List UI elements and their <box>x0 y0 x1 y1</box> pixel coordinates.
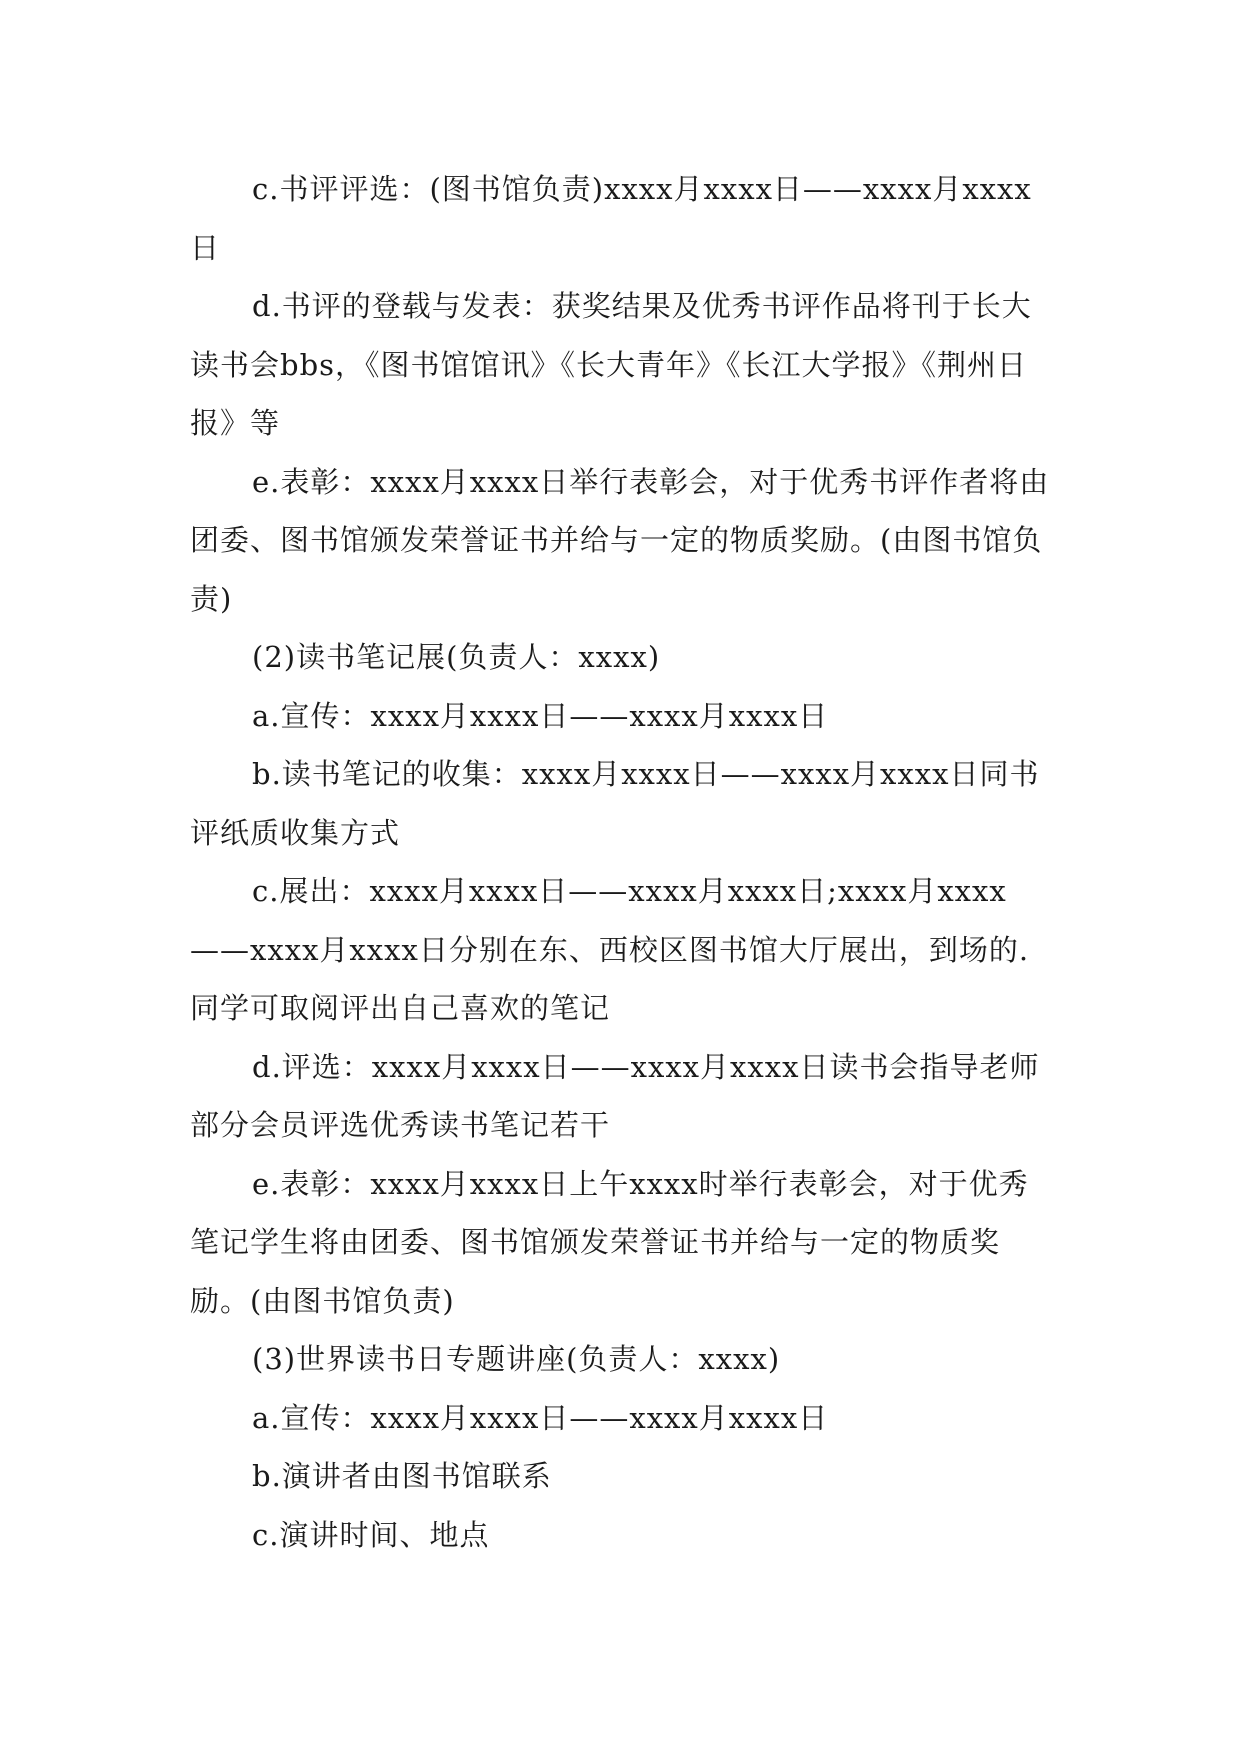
paragraph-lecture-time-place: c.演讲时间、地点 <box>252 1517 490 1552</box>
paragraph-notes-commendation: e.表彰：xxxx月xxxx日上午xxxx时举行表彰会，对于优秀笔记学生将由团委、图书馆颁发荣誉证书并给与一定的物质奖励。(由图书馆负责) <box>190 1166 1029 1318</box>
section-heading-world-book-day-lecture: (3)世界读书日专题讲座(负责人：xxxx) <box>252 1342 781 1376</box>
section-heading-reading-notes-exhibition: (2)读书笔记展(负责人：xxxx) <box>252 640 661 674</box>
paragraph-lecture-speaker: b.演讲者由图书馆联系 <box>252 1459 552 1493</box>
paragraph-book-review-selection: c.书评评选：(图书馆负责)xxxx月xxxx日——xxxx月xxxx日 <box>190 172 1032 265</box>
paragraph-lecture-promotion: a.宣传：xxxx月xxxx日——xxxx月xxxx日 <box>252 1400 829 1435</box>
paragraph-notes-exhibition: c.展出：xxxx月xxxx日——xxxx月xxxx日;xxxx月xxxx——xxxx月xxxx日分别在东、西校区图书馆大厅展出，到场的.同学可取阅评出自己喜欢的笔记 <box>190 874 1030 1025</box>
paragraph-review-commendation: e.表彰：xxxx月xxxx日举行表彰会，对于优秀书评作者将由团委、图书馆颁发荣誉证书并给与一定的物质奖励。(由图书馆负责) <box>190 464 1050 616</box>
paragraph-review-publication: d.书评的登载与发表：获奖结果及优秀书评作品将刊于长大读书会bbs，《图书馆馆讯》《长大青年》《长江大学报》《荆州日报》等 <box>190 289 1032 440</box>
paragraph-notes-selection: d.评选：xxxx月xxxx日——xxxx月xxxx日读书会指导老师部分会员评选优秀读书笔记若干 <box>190 1049 1040 1142</box>
document-body <box>190 160 1050 1564</box>
paragraph-notes-promotion: a.宣传：xxxx月xxxx日——xxxx月xxxx日 <box>252 698 829 733</box>
paragraph-notes-collection: b.读书笔记的收集：xxxx月xxxx日——xxxx月xxxx日同书评纸质收集方式 <box>190 757 1040 850</box>
